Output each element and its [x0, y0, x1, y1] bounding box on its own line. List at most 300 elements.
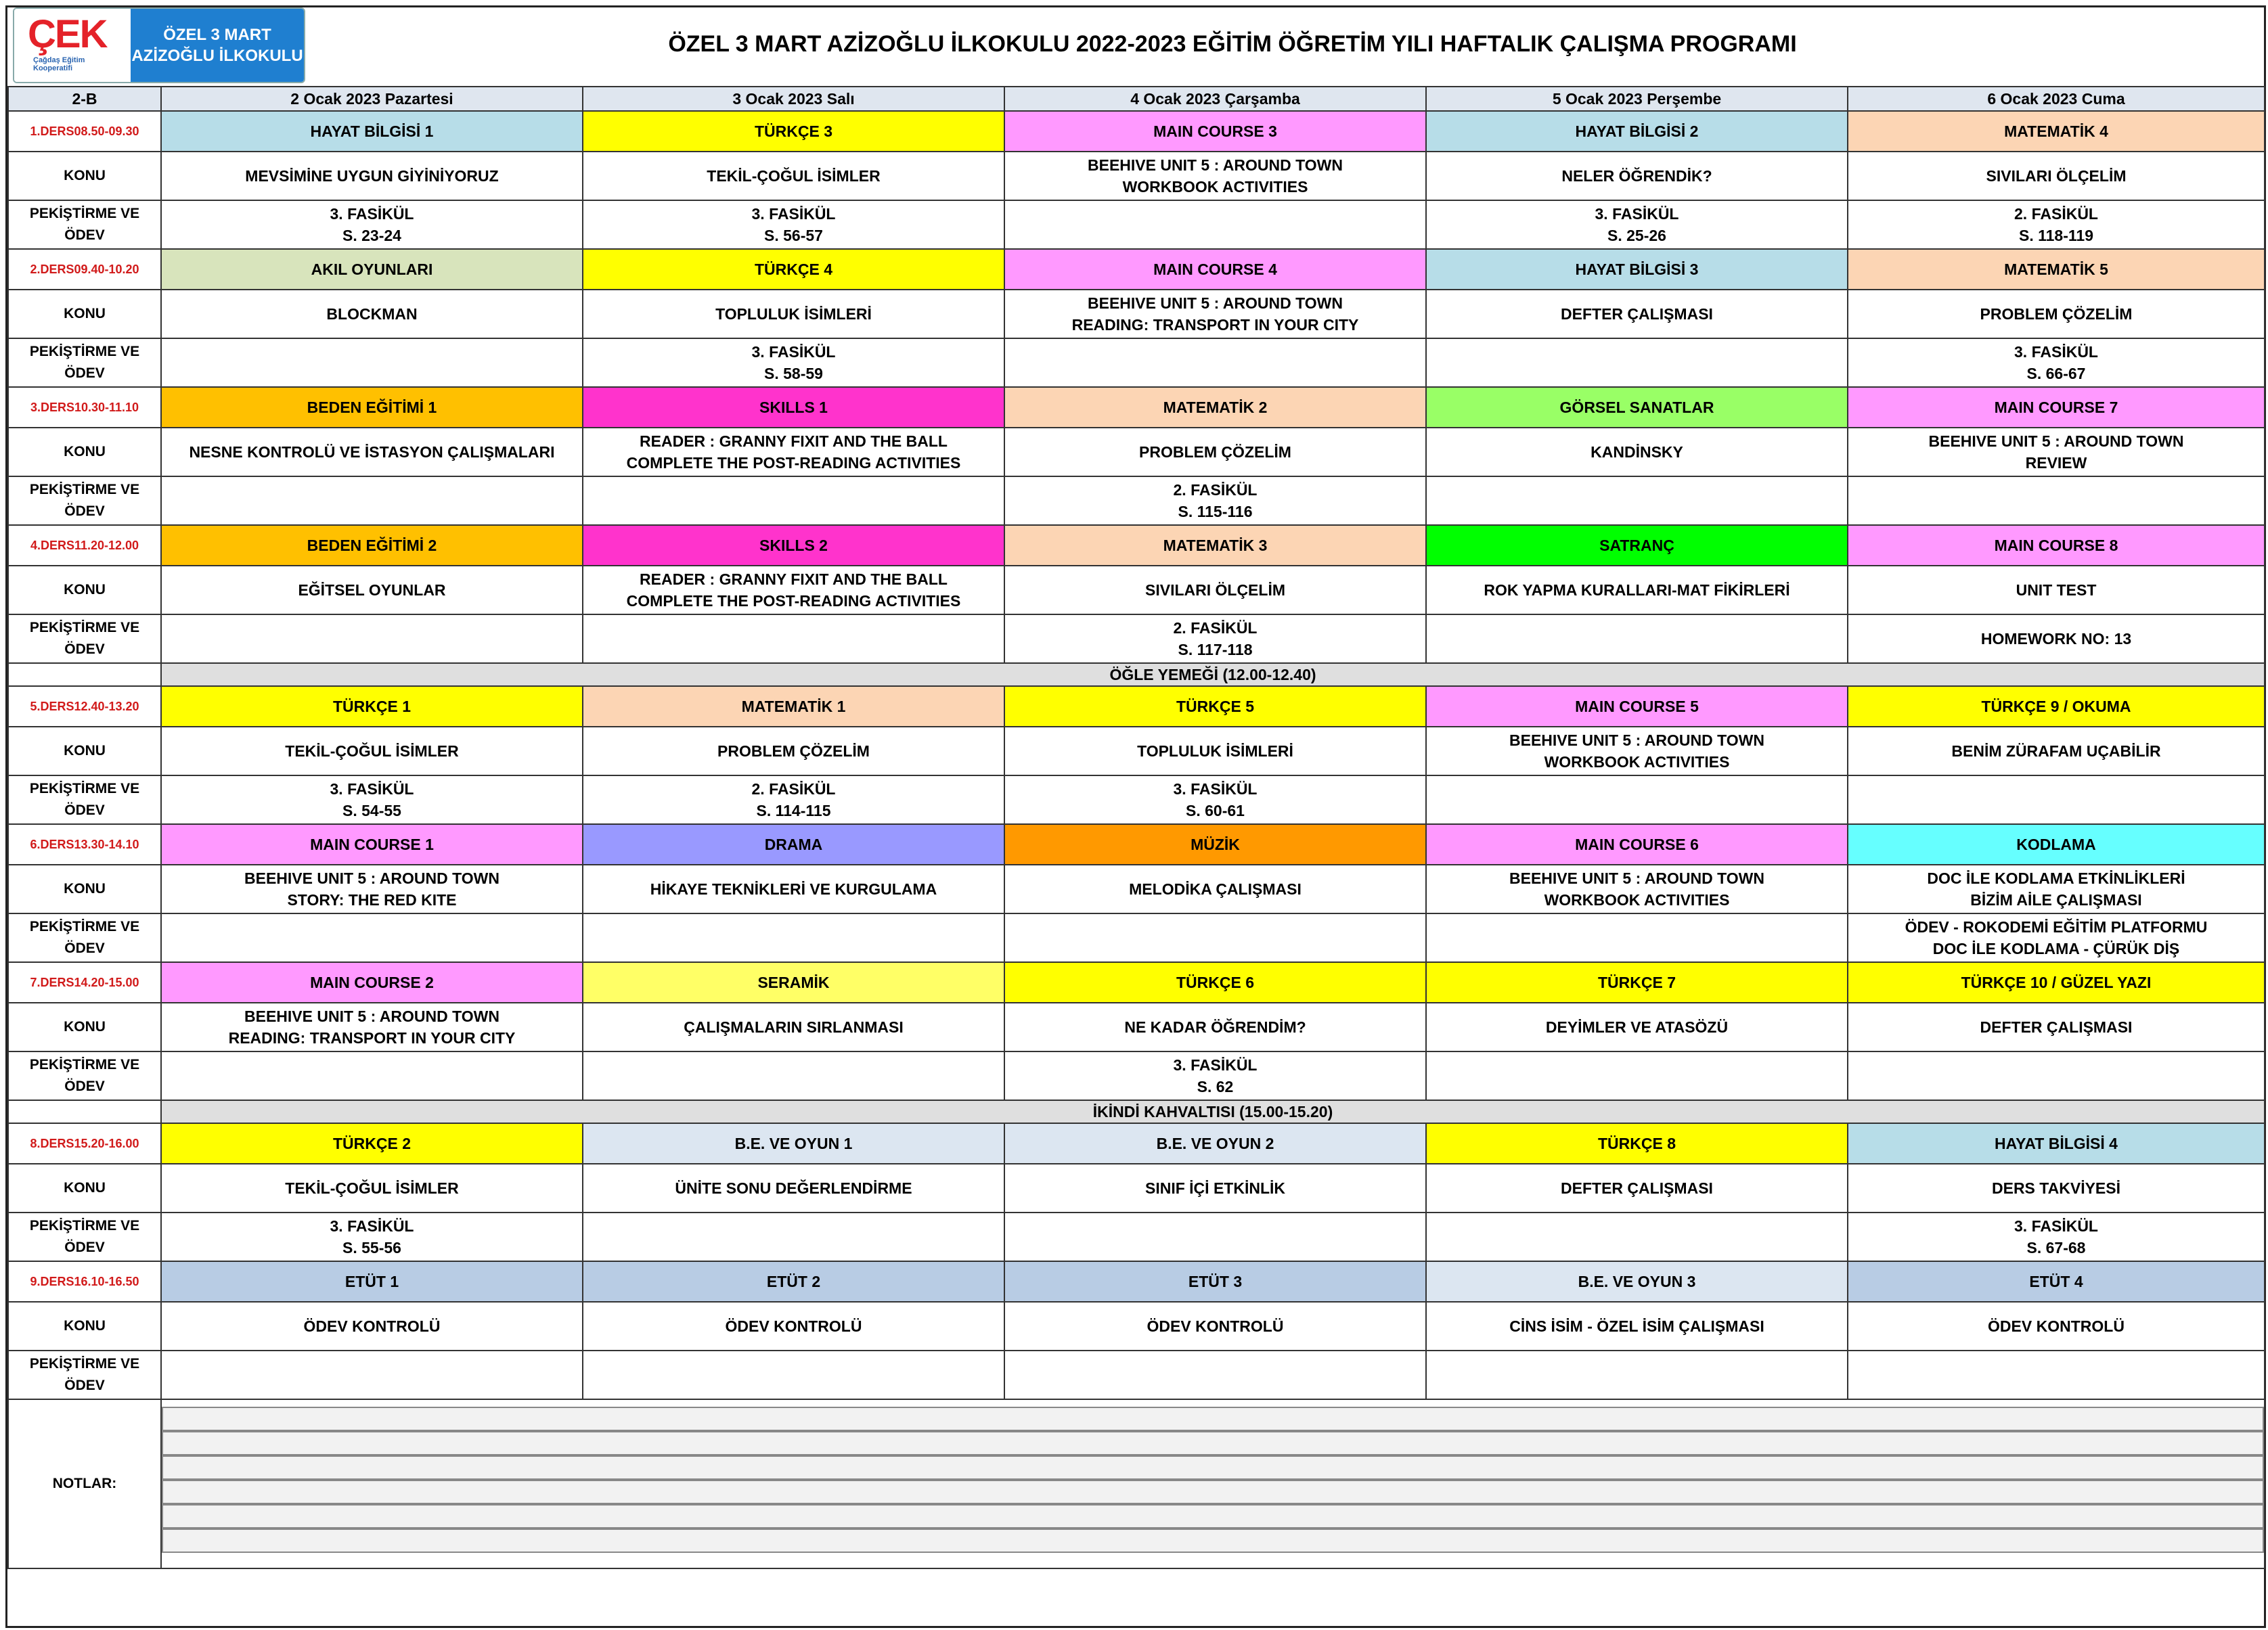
topic-cell [1848, 152, 2265, 200]
cell-line: MELODİKA ÇALIŞMASI [1129, 880, 1302, 898]
cell-line: ÖDEV - ROKODEMİ EĞİTİM PLATFORMU [1905, 918, 2208, 936]
cell-line: S. 66-67 [2026, 365, 2086, 382]
subject-cell: MAIN COURSE 7 [1848, 387, 2265, 428]
cell-line: BİZİM AİLE ÇALIŞMASI [1970, 891, 2142, 909]
homework-label: PEKİŞTİRME VE ÖDEV [8, 338, 161, 387]
lesson-time-label: 7.DERS14.20-15.00 [8, 962, 161, 1003]
notes-area[interactable] [161, 1399, 2265, 1568]
subject-cell: HAYAT BİLGİSİ 4 [1848, 1123, 2265, 1164]
topic-cell [1848, 1003, 2265, 1051]
subject-cell: MAIN COURSE 6 [1426, 824, 1848, 865]
subject-cell: B.E. VE OYUN 1 [583, 1123, 1004, 1164]
cell-line: CİNS İSİM - ÖZEL İSİM ÇALIŞMASI [1509, 1317, 1764, 1335]
day-header: 6 Ocak 2023 Cuma [1848, 87, 2265, 111]
topic-cell [1848, 1302, 2265, 1351]
cell-line: DEYİMLER VE ATASÖZÜ [1545, 1018, 1729, 1036]
topic-cell [1848, 566, 2265, 614]
cell-line: 3. FASİKÜL [330, 780, 414, 798]
homework-cell [583, 614, 1004, 663]
topic-cell [1004, 566, 1426, 614]
homework-label: PEKİŞTİRME VE ÖDEV [8, 1051, 161, 1100]
cell-line: BEEHIVE UNIT 5 : AROUND TOWN [244, 1008, 499, 1025]
subject-cell: MATEMATİK 1 [583, 686, 1004, 727]
homework-cell [1426, 913, 1848, 962]
topic-cell [161, 1164, 583, 1213]
lesson-row [8, 824, 2265, 865]
cell-line: S. 62 [1197, 1078, 1234, 1095]
topic-label: KONU [8, 1003, 161, 1051]
topic-cell [1848, 428, 2265, 476]
homework-row [8, 614, 2265, 663]
homework-cell [1426, 1351, 1848, 1399]
topic-cell [1004, 1164, 1426, 1213]
homework-cell [1426, 1213, 1848, 1261]
subject-cell: B.E. VE OYUN 2 [1004, 1123, 1426, 1164]
homework-cell [1426, 614, 1848, 663]
cell-line: ÖDEV KONTROLÜ [1988, 1317, 2125, 1335]
cell-line: ÇALIŞMALARIN SIRLANMASI [684, 1018, 904, 1036]
subject-cell: TÜRKÇE 4 [583, 249, 1004, 290]
homework-row [8, 338, 2265, 387]
topic-cell [1426, 1003, 1848, 1051]
lesson-time-label: 8.DERS15.20-16.00 [8, 1123, 161, 1164]
topic-label: KONU [8, 566, 161, 614]
subject-cell: HAYAT BİLGİSİ 3 [1426, 249, 1848, 290]
topic-row [8, 428, 2265, 476]
homework-cell [161, 1351, 583, 1399]
cell-line: S. 60-61 [1186, 802, 1245, 819]
topic-cell [1004, 1003, 1426, 1051]
cell-line: DEFTER ÇALIŞMASI [1980, 1018, 2133, 1036]
cell-line: READING: TRANSPORT IN YOUR CITY [1071, 316, 1359, 334]
topic-cell [1426, 428, 1848, 476]
lesson-row [8, 1261, 2265, 1302]
homework-cell [583, 1213, 1004, 1261]
topic-cell [583, 152, 1004, 200]
homework-cell [161, 200, 583, 249]
topic-label: KONU [8, 1164, 161, 1213]
subject-cell: MATEMATİK 3 [1004, 525, 1426, 566]
topic-cell [1426, 727, 1848, 775]
lesson-time-label: 4.DERS11.20-12.00 [8, 525, 161, 566]
subject-cell: B.E. VE OYUN 3 [1426, 1261, 1848, 1302]
topic-cell [1004, 865, 1426, 913]
lesson-row [8, 686, 2265, 727]
topic-row [8, 1302, 2265, 1351]
topic-row [8, 865, 2265, 913]
cell-line: DEFTER ÇALIŞMASI [1561, 305, 1713, 323]
school-name-badge [131, 9, 304, 82]
cell-line: NE KADAR ÖĞRENDİM? [1124, 1018, 1306, 1036]
break-spacer [8, 663, 161, 686]
topic-cell [1004, 428, 1426, 476]
lesson-time-label: 3.DERS10.30-11.10 [8, 387, 161, 428]
cell-line: BEEHIVE UNIT 5 : AROUND TOWN [1088, 294, 1343, 312]
topic-cell [1004, 727, 1426, 775]
cell-line: UNIT TEST [2016, 581, 2097, 599]
topic-cell [1426, 566, 1848, 614]
cell-line: SIVILARI ÖLÇELİM [1145, 581, 1285, 599]
cell-line: HİKAYE TEKNİKLERİ VE KURGULAMA [650, 880, 937, 898]
topic-label: KONU [8, 727, 161, 775]
notes-label: NOTLAR: [8, 1399, 161, 1568]
homework-row [8, 913, 2265, 962]
cell-line: ÖDEV KONTROLÜ [1147, 1317, 1284, 1335]
subject-cell: MAIN COURSE 1 [161, 824, 583, 865]
homework-row [8, 1351, 2265, 1399]
cell-line: HOMEWORK NO: 13 [1980, 630, 2132, 648]
cell-line: BEEHIVE UNIT 5 : AROUND TOWN [1088, 156, 1343, 174]
topic-cell [583, 727, 1004, 775]
homework-label: PEKİŞTİRME VE ÖDEV [8, 1351, 161, 1399]
homework-row [8, 1051, 2265, 1100]
subject-cell: SKILLS 1 [583, 387, 1004, 428]
lesson-row [8, 962, 2265, 1003]
topic-cell [1004, 1302, 1426, 1351]
cell-line: NESNE KONTROLÜ VE İSTASYON ÇALIŞMALARI [189, 443, 555, 461]
homework-cell [1848, 476, 2265, 525]
cell-line: 3. FASİKÜL [1173, 1056, 1258, 1074]
topic-cell [583, 1003, 1004, 1051]
homework-cell [1004, 913, 1426, 962]
day-header: 3 Ocak 2023 Salı [583, 87, 1004, 111]
homework-row [8, 200, 2265, 249]
cell-line: 2. FASİKÜL [2014, 205, 2098, 223]
homework-cell [1004, 476, 1426, 525]
class-label: 2-B [8, 87, 161, 111]
topic-cell [161, 152, 583, 200]
homework-cell [583, 775, 1004, 824]
note-line[interactable] [162, 1407, 2264, 1431]
homework-cell [1848, 1351, 2265, 1399]
homework-cell [1004, 1213, 1426, 1261]
lesson-time-label: 1.DERS08.50-09.30 [8, 111, 161, 152]
cell-line: WORKBOOK ACTIVITIES [1544, 891, 1730, 909]
subject-cell: TÜRKÇE 8 [1426, 1123, 1848, 1164]
homework-label: PEKİŞTİRME VE ÖDEV [8, 1213, 161, 1261]
subject-cell: GÖRSEL SANATLAR [1426, 387, 1848, 428]
cell-line: NELER ÖĞRENDİK? [1561, 167, 1712, 185]
cell-line: BEEHIVE UNIT 5 : AROUND TOWN [1509, 869, 1764, 887]
notes-row [8, 1399, 2265, 1568]
homework-row [8, 775, 2265, 824]
lesson-row [8, 249, 2265, 290]
homework-label: PEKİŞTİRME VE ÖDEV [8, 200, 161, 249]
homework-cell [1004, 1051, 1426, 1100]
topic-cell [161, 290, 583, 338]
homework-cell [1426, 338, 1848, 387]
subject-cell: SERAMİK [583, 962, 1004, 1003]
cell-line: 3. FASİKÜL [751, 205, 836, 223]
subject-cell: AKIL OYUNLARI [161, 249, 583, 290]
homework-cell [1004, 1351, 1426, 1399]
homework-cell [583, 1351, 1004, 1399]
cell-line: S. 117-118 [1178, 641, 1253, 658]
lesson-row [8, 111, 2265, 152]
subject-cell: TÜRKÇE 9 / OKUMA [1848, 686, 2265, 727]
cell-line: PROBLEM ÇÖZELİM [717, 742, 870, 760]
cell-line: BEEHIVE UNIT 5 : AROUND TOWN [1928, 432, 2184, 450]
cek-logo [14, 9, 131, 82]
subject-cell: MAIN COURSE 3 [1004, 111, 1426, 152]
topic-cell [583, 290, 1004, 338]
break-spacer [8, 1100, 161, 1123]
homework-cell [1848, 338, 2265, 387]
subject-cell: BEDEN EĞİTİMİ 2 [161, 525, 583, 566]
homework-row [8, 476, 2265, 525]
subject-cell: TÜRKÇE 10 / GÜZEL YAZI [1848, 962, 2265, 1003]
cell-line: BENİM ZÜRAFAM UÇABİLİR [1951, 742, 2161, 760]
cell-line: 3. FASİKÜL [2014, 1217, 2098, 1235]
cell-line: REVIEW [2025, 454, 2087, 472]
homework-cell [1004, 200, 1426, 249]
cell-line: 3. FASİKÜL [2014, 343, 2098, 361]
homework-label: PEKİŞTİRME VE ÖDEV [8, 614, 161, 663]
topic-cell [583, 865, 1004, 913]
topic-cell [1848, 1164, 2265, 1213]
cell-line: S. 67-68 [2026, 1239, 2086, 1257]
homework-cell [1848, 913, 2265, 962]
day-header: 2 Ocak 2023 Pazartesi [161, 87, 583, 111]
homework-label: PEKİŞTİRME VE ÖDEV [8, 913, 161, 962]
topic-cell [1004, 152, 1426, 200]
cell-line: WORKBOOK ACTIVITIES [1122, 178, 1308, 196]
cek-logo-subtitle [33, 56, 85, 72]
homework-cell [1004, 775, 1426, 824]
homework-cell [1848, 1213, 2265, 1261]
cek-logo-subtitle-2: Kooperatifi [33, 64, 73, 72]
cell-line: 3. FASİKÜL [1173, 780, 1258, 798]
subject-cell: ETÜT 2 [583, 1261, 1004, 1302]
topic-cell [583, 428, 1004, 476]
topic-cell [161, 727, 583, 775]
topic-cell [1426, 865, 1848, 913]
homework-row [8, 1213, 2265, 1261]
cell-line: S. 25-26 [1607, 227, 1666, 244]
cell-line: COMPLETE THE POST-READING ACTIVITIES [626, 454, 961, 472]
cell-line: 3. FASİKÜL [751, 343, 836, 361]
cell-line: S. 114-115 [756, 802, 831, 819]
school-name-line-2: AZİZOĞLU İLKOKULU [131, 47, 303, 65]
lesson-row [8, 525, 2265, 566]
cell-line: ÖDEV KONTROLÜ [725, 1317, 862, 1335]
subject-cell: SATRANÇ [1426, 525, 1848, 566]
topic-cell [161, 1003, 583, 1051]
subject-cell: SKILLS 2 [583, 525, 1004, 566]
homework-cell [583, 338, 1004, 387]
cell-line: S. 55-56 [342, 1239, 401, 1257]
cell-line: S. 118-119 [2019, 227, 2093, 244]
subject-cell: KODLAMA [1848, 824, 2265, 865]
day-header: 5 Ocak 2023 Perşembe [1426, 87, 1848, 111]
cell-line: ROK YAPMA KURALLARI-MAT FİKİRLERİ [1484, 581, 1790, 599]
homework-cell [583, 1051, 1004, 1100]
homework-cell [583, 913, 1004, 962]
lesson-time-label: 9.DERS16.10-16.50 [8, 1261, 161, 1302]
topic-cell [1426, 152, 1848, 200]
cell-line: ÖDEV KONTROLÜ [303, 1317, 441, 1335]
note-line[interactable] [162, 1504, 2264, 1529]
cell-line: PROBLEM ÇÖZELİM [1980, 305, 2133, 323]
break-label: İKİNDİ KAHVALTISI (15.00-15.20) [161, 1100, 2265, 1123]
subject-cell: TÜRKÇE 2 [161, 1123, 583, 1164]
cell-line: WORKBOOK ACTIVITIES [1544, 753, 1730, 771]
schedule-page [5, 5, 2266, 1628]
cell-line: TOPLULUK İSİMLERİ [1137, 742, 1293, 760]
subject-cell: TÜRKÇE 7 [1426, 962, 1848, 1003]
homework-cell [161, 614, 583, 663]
homework-cell [161, 1051, 583, 1100]
cell-line: 2. FASİKÜL [751, 780, 836, 798]
homework-cell [583, 200, 1004, 249]
cell-line: COMPLETE THE POST-READING ACTIVITIES [626, 592, 961, 610]
homework-cell [161, 476, 583, 525]
cell-line: ÜNİTE SONU DEĞERLENDİRME [675, 1179, 912, 1197]
cell-line: BLOCKMAN [326, 305, 418, 323]
cell-line: S. 58-59 [764, 365, 823, 382]
cell-line: S. 56-57 [764, 227, 823, 244]
cell-line: KANDİNSKY [1591, 443, 1683, 461]
lesson-time-label: 5.DERS12.40-13.20 [8, 686, 161, 727]
homework-cell [161, 338, 583, 387]
topic-row [8, 290, 2265, 338]
cell-line: 3. FASİKÜL [330, 1217, 414, 1235]
cell-line: S. 115-116 [1178, 503, 1253, 520]
topic-row [8, 1003, 2265, 1051]
subject-cell: MAIN COURSE 4 [1004, 249, 1426, 290]
cell-line: TOPLULUK İSİMLERİ [715, 305, 872, 323]
homework-cell [1004, 338, 1426, 387]
homework-cell [161, 775, 583, 824]
subject-cell: BEDEN EĞİTİMİ 1 [161, 387, 583, 428]
cell-line: STORY: THE RED KITE [287, 891, 457, 909]
topic-cell [161, 1302, 583, 1351]
homework-cell [1426, 476, 1848, 525]
topic-cell [583, 1164, 1004, 1213]
lesson-row [8, 1123, 2265, 1164]
cell-line: BEEHIVE UNIT 5 : AROUND TOWN [1509, 731, 1764, 749]
homework-cell [1426, 1051, 1848, 1100]
subject-cell: TÜRKÇE 3 [583, 111, 1004, 152]
homework-cell [1004, 614, 1426, 663]
homework-cell [161, 1213, 583, 1261]
topic-row [8, 1164, 2265, 1213]
cell-line: PROBLEM ÇÖZELİM [1139, 443, 1291, 461]
homework-cell [1848, 1051, 2265, 1100]
homework-label: PEKİŞTİRME VE ÖDEV [8, 775, 161, 824]
note-line[interactable] [162, 1480, 2264, 1504]
note-line[interactable] [162, 1431, 2264, 1455]
topic-label: KONU [8, 428, 161, 476]
homework-label: PEKİŞTİRME VE ÖDEV [8, 476, 161, 525]
subject-cell: TÜRKÇE 6 [1004, 962, 1426, 1003]
cell-line: TEKİL-ÇOĞUL İSİMLER [285, 1179, 459, 1197]
cek-logo-text: ÇEK [28, 12, 107, 56]
topic-label: KONU [8, 290, 161, 338]
topic-cell [161, 428, 583, 476]
cell-line: SINIF İÇİ ETKİNLİK [1145, 1179, 1285, 1197]
homework-cell [161, 913, 583, 962]
topic-row [8, 152, 2265, 200]
subject-cell: ETÜT 1 [161, 1261, 583, 1302]
topic-label: KONU [8, 152, 161, 200]
subject-cell: ETÜT 4 [1848, 1261, 2265, 1302]
cell-line: TEKİL-ÇOĞUL İSİMLER [285, 742, 459, 760]
cell-line: SIVILARI ÖLÇELİM [1986, 167, 2127, 185]
topic-cell [1426, 1302, 1848, 1351]
school-name-line-1: ÖZEL 3 MART [163, 26, 271, 44]
subject-cell: HAYAT BİLGİSİ 1 [161, 111, 583, 152]
lesson-time-label: 2.DERS09.40-10.20 [8, 249, 161, 290]
subject-cell: MAIN COURSE 2 [161, 962, 583, 1003]
subject-cell: TÜRKÇE 1 [161, 686, 583, 727]
lesson-time-label: 6.DERS13.30-14.10 [8, 824, 161, 865]
cell-line: S. 54-55 [342, 802, 401, 819]
note-line[interactable] [162, 1529, 2264, 1553]
homework-cell [1426, 200, 1848, 249]
homework-cell [1426, 775, 1848, 824]
cell-line: 3. FASİKÜL [1595, 205, 1679, 223]
break-row [8, 1100, 2265, 1123]
cell-line: EĞİTSEL OYUNLAR [298, 581, 446, 599]
cell-line: DEFTER ÇALIŞMASI [1561, 1179, 1713, 1197]
lesson-row [8, 387, 2265, 428]
cell-line: DERS TAKVİYESİ [1992, 1179, 2120, 1197]
homework-cell [583, 476, 1004, 525]
subject-cell: ETÜT 3 [1004, 1261, 1426, 1302]
topic-cell [1848, 290, 2265, 338]
cell-line: 3. FASİKÜL [330, 205, 414, 223]
topic-cell [1426, 1164, 1848, 1213]
break-row [8, 663, 2265, 686]
cell-line: DOC İLE KODLAMA - ÇÜRÜK DİŞ [1932, 940, 2180, 957]
topic-cell [1848, 865, 2265, 913]
subject-cell: MÜZİK [1004, 824, 1426, 865]
note-line[interactable] [162, 1455, 2264, 1480]
homework-cell [1848, 614, 2265, 663]
topic-cell [583, 1302, 1004, 1351]
cell-line: MEVSİMİNE UYGUN GİYİNİYORUZ [245, 167, 499, 185]
topic-cell [1004, 290, 1426, 338]
school-logo [13, 7, 305, 83]
cell-line: 2. FASİKÜL [1173, 481, 1258, 499]
topic-row [8, 727, 2265, 775]
topic-cell [161, 865, 583, 913]
homework-cell [1848, 200, 2265, 249]
homework-cell [1848, 775, 2265, 824]
topic-cell [583, 566, 1004, 614]
cell-line: READING: TRANSPORT IN YOUR CITY [228, 1029, 516, 1047]
cell-line: READER : GRANNY FIXIT AND THE BALL [640, 432, 948, 450]
subject-cell: MATEMATİK 2 [1004, 387, 1426, 428]
subject-cell: MAIN COURSE 8 [1848, 525, 2265, 566]
cell-line: S. 23-24 [342, 227, 401, 244]
cell-line: BEEHIVE UNIT 5 : AROUND TOWN [244, 869, 499, 887]
cell-line: DOC İLE KODLAMA ETKİNLİKLERİ [1927, 869, 2185, 887]
topic-cell [1848, 727, 2265, 775]
subject-cell: MATEMATİK 5 [1848, 249, 2265, 290]
cell-line: TEKİL-ÇOĞUL İSİMLER [707, 167, 881, 185]
subject-cell: HAYAT BİLGİSİ 2 [1426, 111, 1848, 152]
cek-logo-subtitle-1: Çağdaş Eğitim [33, 56, 85, 64]
header-row [8, 87, 2265, 111]
topic-label: KONU [8, 865, 161, 913]
topic-cell [161, 566, 583, 614]
subject-cell: DRAMA [583, 824, 1004, 865]
subject-cell: MAIN COURSE 5 [1426, 686, 1848, 727]
break-label: ÖĞLE YEMEĞİ (12.00-12.40) [161, 663, 2265, 686]
subject-cell: TÜRKÇE 5 [1004, 686, 1426, 727]
